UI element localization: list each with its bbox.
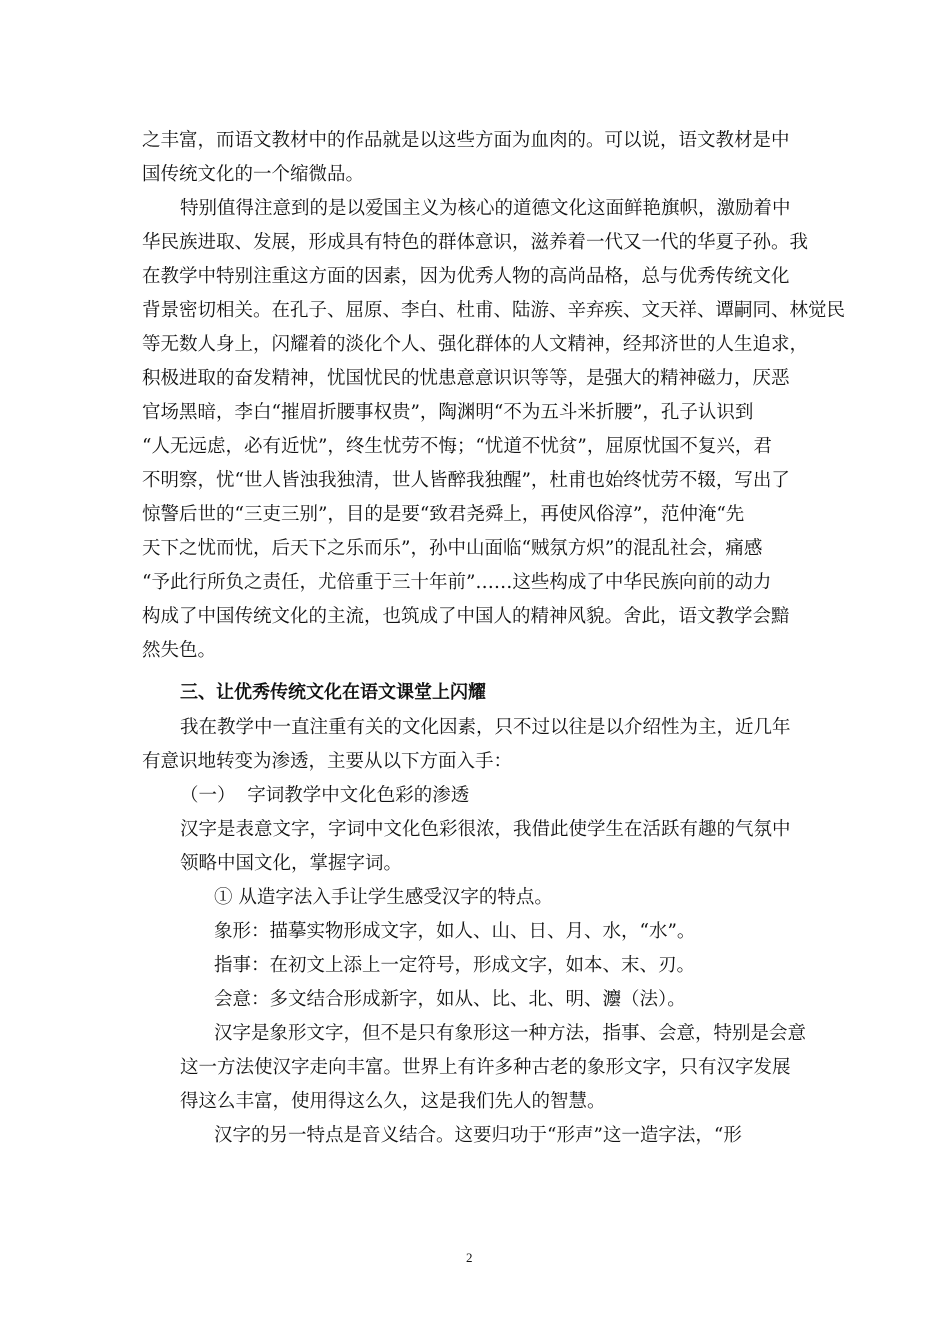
- body-text-line: 惊警后世的“三吏三别”，目的是要“致君尧舜上，再使风俗淳”，范仲淹“先: [142, 504, 745, 525]
- list-item: ① 从造字法入手让学生感受汉字的特点。: [214, 887, 553, 908]
- body-text-line: 然失色。: [142, 640, 217, 661]
- section-heading: 三、让优秀传统文化在语文课堂上闪耀: [180, 682, 486, 703]
- body-text-line: 汉字的另一特点是音义结合。这要归功于“形声”这一造字法，“形: [214, 1125, 742, 1146]
- body-text-line: 在教学中特别注重这方面的因素，因为优秀人物的高尚品格，总与优秀传统文化: [142, 266, 790, 287]
- body-text-line: 国传统文化的一个缩微品。: [142, 164, 365, 185]
- subsection-heading: （一） 字词教学中文化色彩的渗透: [180, 785, 470, 806]
- body-text-line: 有意识地转变为渗透，主要从以下方面入手：: [142, 751, 513, 772]
- page-number: 2: [466, 1250, 473, 1265]
- body-text-line: 汉字是表意文字，字词中文化色彩很浓，我借此使学生在活跃有趣的气氛中: [180, 819, 791, 840]
- body-text-line: 背景密切相关。在孔子、屈原、李白、杜甫、陆游、辛弃疾、文天祥、谭嗣同、林觉民: [142, 300, 846, 321]
- body-text-line: 汉字是象形文字，但不是只有象形这一种方法，指事、会意，特别是会意: [214, 1023, 807, 1044]
- list-item: 指事：在初文上添上一定符号，形成文字，如本、末、刃。: [214, 955, 696, 976]
- body-text-line: 天下之忧而忧，后天下之乐而乐”，孙中山面临“贼氛方炽”的混乱社会，痛感: [142, 538, 763, 559]
- body-text-line: 特别值得注意到的是以爱国主义为核心的道德文化这面鲜艳旗帜，激励着中: [180, 198, 791, 219]
- list-item: 象形：描摹实物形成文字，如人、山、日、月、水，“水”。: [214, 921, 696, 942]
- body-text-line: 这一方法使汉字走向丰富。世界上有许多种古老的象形文字，只有汉字发展: [180, 1057, 791, 1078]
- body-text-line: 构成了中国传统文化的主流，也筑成了中国人的精神风貌。舍此，语文教学会黯: [142, 606, 790, 627]
- body-text-line: 我在教学中一直注重有关的文化因素，只不过以往是以介绍性为主，近几年: [180, 717, 791, 738]
- body-text-line: “予此行所负之责任，尤倍重于三十年前”……这些构成了中华民族向前的动力: [142, 572, 772, 593]
- body-text-line: 之丰富，而语文教材中的作品就是以这些方面为血肉的。可以说，语文教材是中: [142, 130, 790, 151]
- body-text-line: 华民族进取、发展，形成具有特色的群体意识，滋养着一代又一代的华夏子孙。我: [142, 232, 809, 253]
- body-text-line: 等无数人身上，闪耀着的淡化个人、强化群体的人文精神，经邦济世的人生追求，: [142, 334, 809, 355]
- list-item: 会意：多文结合形成新字，如从、比、北、明、灋（法）。: [214, 989, 686, 1010]
- body-text-line: 官场黑暗，李白“摧眉折腰事权贵”，陶渊明“不为五斗米折腰”，孔子认识到: [142, 402, 754, 423]
- body-text-line: 积极进取的奋发精神，忧国忧民的忧患意意识识等等，是强大的精神磁力，厌恶: [142, 368, 790, 389]
- body-text-line: “人无远虑，必有近忧”，终生忧劳不悔；“忧道不忧贫”，屈原忧国不复兴，君: [142, 436, 772, 457]
- body-text-line: 得这么丰富，使用得这么久，这是我们先人的智慧。: [180, 1091, 606, 1112]
- body-text-line: 不明察，忧“世人皆浊我独清，世人皆醉我独醒”，杜甫也始终忧劳不辍，写出了: [142, 470, 790, 491]
- body-text-line: 领略中国文化，掌握字词。: [180, 853, 403, 874]
